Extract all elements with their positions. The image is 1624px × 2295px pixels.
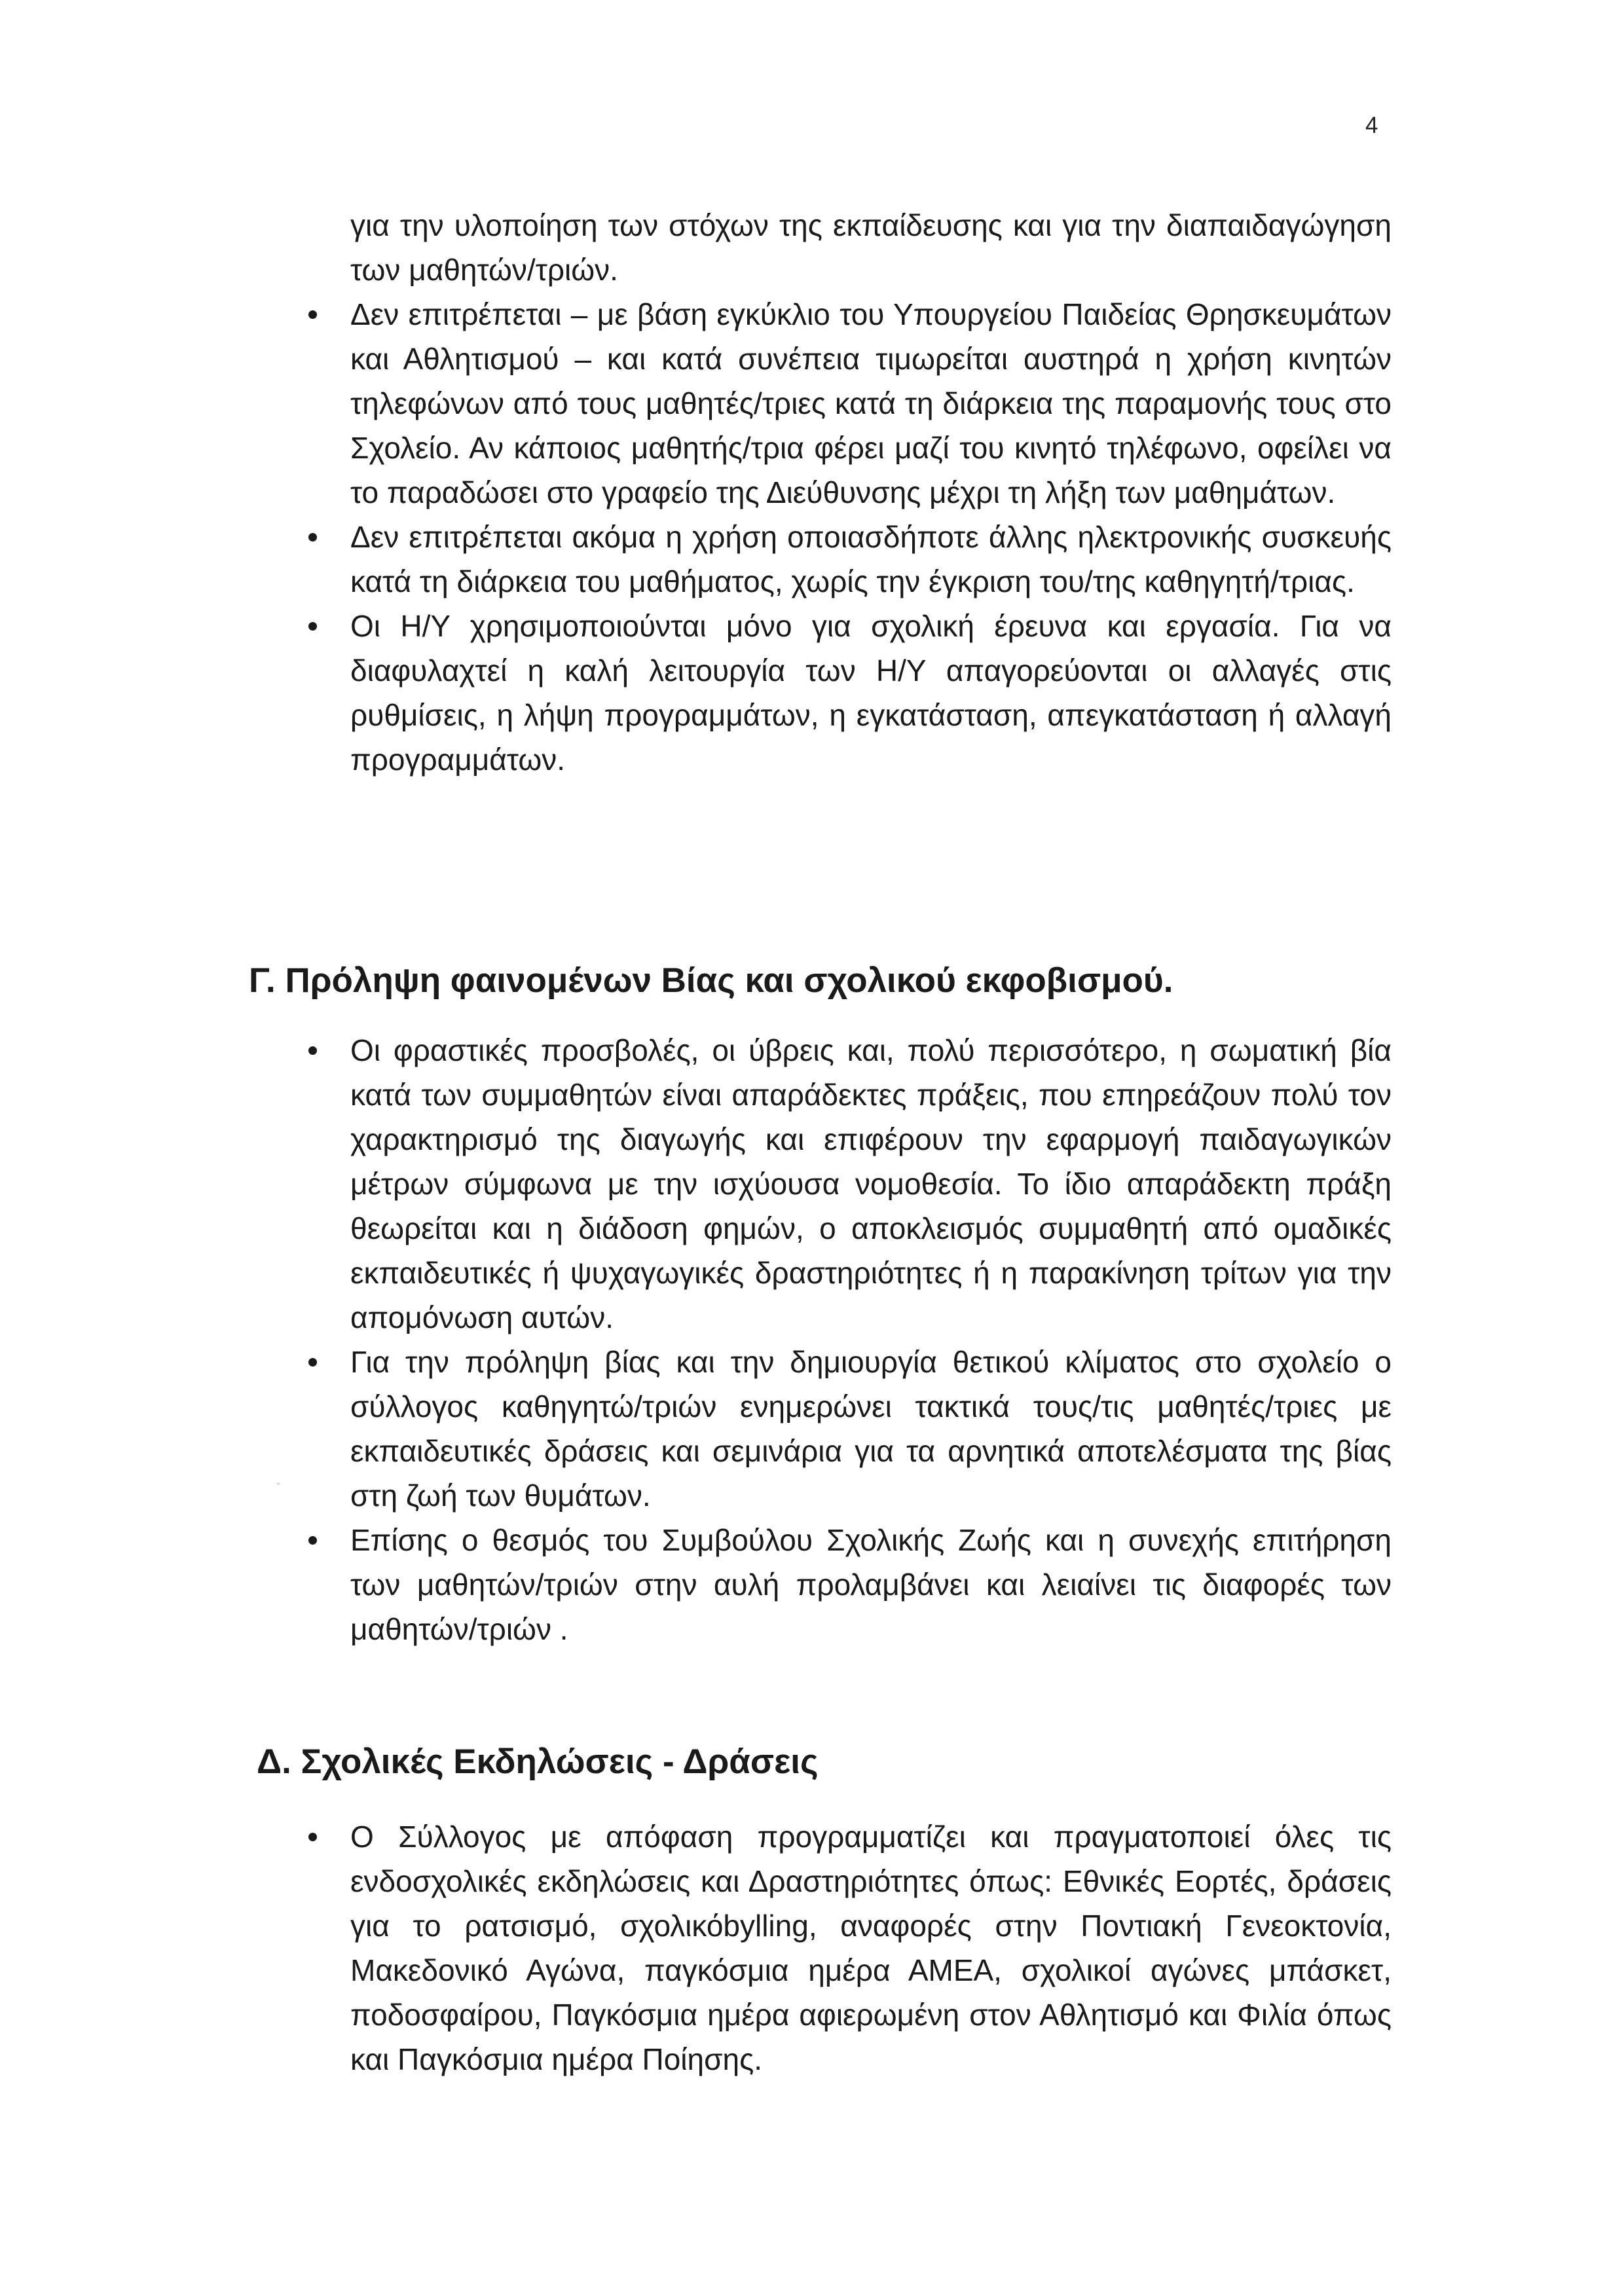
list-item-text: Ο Σύλλογος με απόφαση προγραμματίζει και πραγματοποιεί όλες τις ενδοσχολικές εκδηλώσεις και Δραστηριότητες όπως: Εθνικές Εορτές, δράσεις για το ρατσισμό, σχολικόbylling, αναφορές στην Ποντιακή Γενεοκτονία, Μακεδονικό Αγώνα, παγκόσμια ημέρα ΑΜΕΑ, σχολικοί αγώνες μπάσκετ, ποδοσφαίρου, Παγκόσμια ημέρα αφιερωμένη στον Αθλητισμό και Φιλία όπως και Παγκόσμια ημέρα Ποίησης. <box>350 1820 1392 2076</box>
list-item <box>350 1814 1392 2082</box>
page-number: 4 <box>1365 113 1378 138</box>
list-item <box>350 1518 1392 1651</box>
section-heading-school-events: Δ. Σχολικές Εκδηλώσεις - Δράσεις <box>257 1742 819 1781</box>
school-events-list <box>350 1814 1392 2082</box>
rules-list <box>350 292 1392 782</box>
continuation-text-block <box>350 203 1392 292</box>
list-item-text: Δεν επιτρέπεται ακόμα η χρήση οποιασδήποτε άλλης ηλεκτρονικής συσκευής κατά τη διάρκεια του μαθήματος, χωρίς την έγκριση του/της καθηγητή/τριας. <box>350 520 1392 598</box>
list-item-text: Οι Η/Υ χρησιμοποιούνται μόνο για σχολική έρευνα και εργασία. Για να διαφυλαχτεί η καλή λειτουργία των Η/Υ απαγορεύονται οι αλλαγές στις ρυθμίσεις, η λήψη προγραμμάτων, η εγκατάσταση, απεγκατάσταση ή αλλαγή προγραμμάτων. <box>350 609 1392 777</box>
list-item-text: Οι φραστικές προσβολές, οι ύβρεις και, πολύ περισσότερο, η σωματική βία κατά των συμμαθητών είναι απαράδεκτες πράξεις, που επηρεάζουν πολύ τον χαρακτηρισμό της διαγωγής και επιφέρουν την εφαρμογή παιδαγωγικών μέτρων σύμφωνα με την ισχύουσα νομοθεσία. Το ίδιο απαράδεκτη πράξη θεωρείται και η διάδοση φημών, ο αποκλεισμός συμμαθητή από ομαδικές εκπαιδευτικές ή ψυχαγωγικές δραστηριότητες ή η παρακίνηση τρίτων για την απομόνωση αυτών. <box>350 1033 1392 1334</box>
list-item <box>350 604 1392 782</box>
list-item <box>350 1028 1392 1340</box>
list-item-text: Επίσης ο θεσμός του Συμβούλου Σχολικής Ζωής και η συνεχής επιτήρηση των μαθητών/τριών στην αυλή προλαμβάνει και λειαίνει τις διαφορές των μαθητών/τριών . <box>350 1523 1392 1646</box>
section-heading-violence-prevention: Γ. Πρόληψη φαινομένων Βίας και σχολικού εκφοβισμού. <box>249 961 1173 1000</box>
list-item <box>350 292 1392 515</box>
bullet-icon <box>308 1358 317 1367</box>
list-item <box>350 515 1392 604</box>
bullet-icon <box>308 310 317 319</box>
bullet-icon <box>308 622 317 631</box>
bullet-icon <box>308 533 317 542</box>
violence-prevention-list <box>350 1028 1392 1651</box>
continuation-paragraph: για την υλοποίηση των στόχων της εκπαίδευσης και για την διαπαιδαγώγηση των μαθητών/τριών. <box>350 208 1392 287</box>
list-item-text: Δεν επιτρέπεται – με βάση εγκύκλιο του Υπουργείου Παιδείας Θρησκευμάτων και Αθλητισμού – και κατά συνέπεια τιμωρείται αυστηρά η χρήση κινητών τηλεφώνων από τους μαθητές/τριες κατά τη διάρκεια της παραμονής τους στο Σχολείο. Αν κάποιος μαθητής/τρια φέρει μαζί του κινητό τηλέφωνο, οφείλει να το παραδώσει στο γραφείο της Διεύθυνσης μέχρι τη λήξη των μαθημάτων. <box>350 297 1392 509</box>
list-item <box>350 1340 1392 1518</box>
list-item-text: Για την πρόληψη βίας και την δημιουργία θετικού κλίματος στο σχολείο ο σύλλογος καθηγητώ/τριών ενημερώνει τακτικά τους/τις μαθητές/τριες με εκπαιδευτικές δράσεις και σεμινάρια για τα αρνητικά αποτελέσματα της βίας στη ζωή των θυμάτων. <box>350 1345 1392 1513</box>
scan-speck <box>277 1482 280 1485</box>
bullet-icon <box>308 1833 317 1841</box>
bullet-icon <box>308 1536 317 1545</box>
bullet-icon <box>308 1046 317 1055</box>
